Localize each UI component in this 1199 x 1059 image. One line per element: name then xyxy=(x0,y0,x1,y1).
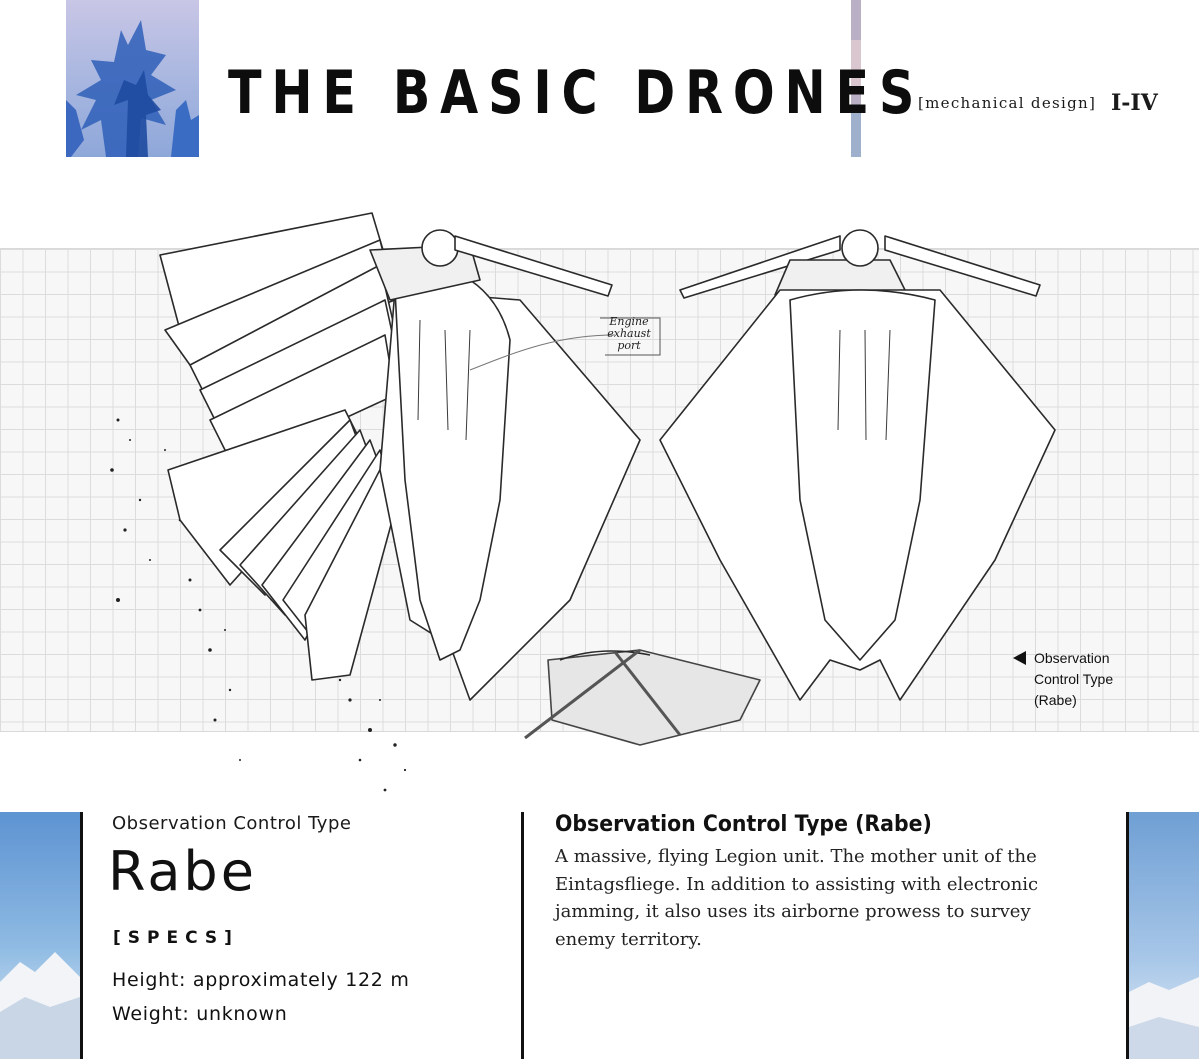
engine-exhaust-annotation xyxy=(597,316,661,352)
callout-text xyxy=(1034,648,1144,711)
callout-line-1: Observation xyxy=(1034,650,1110,666)
left-triangle-icon xyxy=(1013,651,1026,665)
column-divider-middle xyxy=(521,812,524,1059)
callout-line-3: (Rabe) xyxy=(1034,692,1077,708)
unit-name: Rabe xyxy=(108,840,257,903)
section-label: [mechanical design] xyxy=(918,94,1097,112)
section-numeral: I-IV xyxy=(1111,90,1158,116)
spec-height: Height: approximately 122 m xyxy=(112,969,410,991)
description-line-1: A massive, flying Legion unit. The mother unit of the xyxy=(555,846,1037,867)
decor-strip-left xyxy=(0,812,80,1059)
description-body xyxy=(555,843,1075,953)
engine-note-line-2: exhaust xyxy=(607,327,651,340)
tree-thumbnail-image xyxy=(66,0,199,157)
specs-label: [SPECS] xyxy=(113,928,239,948)
description-heading: Observation Control Type (Rabe) xyxy=(555,812,932,837)
spec-weight: Weight: unknown xyxy=(112,1003,288,1025)
callout-line-2: Control Type xyxy=(1034,671,1114,687)
page-title: THE BASIC DRONES xyxy=(228,58,925,128)
description-line-3: jamming, it also uses its airborne prowess to survey xyxy=(555,901,1031,922)
decor-strip-right xyxy=(1129,812,1199,1059)
column-divider-right xyxy=(1126,812,1129,1059)
description-line-2: Eintagsfliege. In addition to assisting with electronic xyxy=(555,873,1039,895)
drone-illustration xyxy=(0,180,1199,820)
engine-note-line-3: port xyxy=(617,339,641,352)
engine-note-line-1: Engine xyxy=(609,315,649,328)
description-line-4: enemy territory. xyxy=(555,928,702,950)
column-divider-left xyxy=(80,812,83,1059)
unit-type-label: Observation Control Type xyxy=(112,813,352,834)
